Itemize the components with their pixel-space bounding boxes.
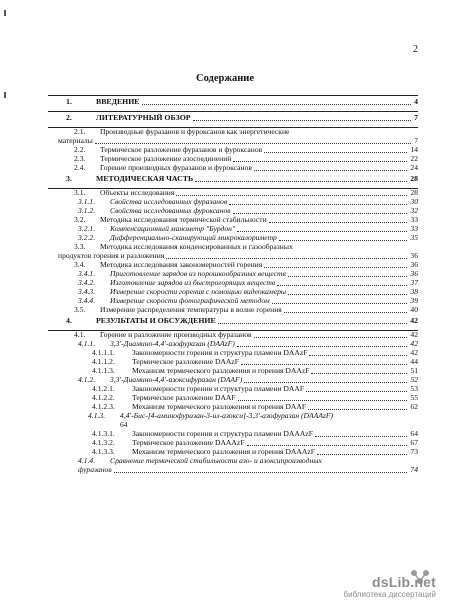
toc-entry-number: 4.1.3.3. bbox=[92, 447, 115, 456]
toc-dot-leader bbox=[95, 138, 411, 144]
toc-entry-page: 73 bbox=[410, 447, 418, 456]
toc-dot-leader bbox=[193, 115, 411, 121]
toc-entry-number: 2.2. bbox=[74, 145, 86, 154]
toc-entry-title: фуразанов bbox=[78, 465, 112, 474]
toc-entry-page: 33 bbox=[410, 215, 418, 224]
toc-entry-title: Сравнение термической стабильности азо- и азоксипроизводных bbox=[110, 456, 322, 465]
toc-entry-title: Свойства исследованных фуроксанов bbox=[110, 206, 231, 215]
toc-entry-title: Производные фуразанов и фуроксанов как энергетические bbox=[100, 127, 290, 136]
toc-entry-number: 3.1.2. bbox=[78, 206, 96, 215]
toc-entry-number: 4.1.2.3. bbox=[92, 402, 115, 411]
toc-dot-leader bbox=[233, 156, 407, 162]
toc-dot-leader bbox=[288, 289, 407, 295]
toc-entry-page: 74 bbox=[410, 465, 418, 474]
toc-entry-title: Объекты исследования bbox=[100, 188, 175, 197]
toc-entry bbox=[48, 306, 418, 315]
toc-dot-leader bbox=[238, 395, 407, 401]
toc-dot-leader bbox=[306, 386, 407, 392]
toc-entry-title: Измерение распределения температуры в волне горения bbox=[100, 305, 282, 314]
toc-entry-number: 4.1.1. bbox=[78, 339, 96, 348]
toc-dot-leader bbox=[241, 359, 407, 365]
toc-entry-page: 32 bbox=[410, 206, 418, 215]
toc-entry-title: Механизм термического разложения и горения DAAAzF bbox=[132, 447, 315, 456]
toc-entry bbox=[48, 112, 418, 128]
toc-entry-title: Измерение скорости фотографической методом bbox=[110, 296, 270, 305]
toc-entry-number: 3. bbox=[66, 173, 72, 183]
toc-dot-leader bbox=[176, 190, 407, 196]
toc-entry-title: Компенсационный манометр "Бурдон" bbox=[110, 224, 236, 233]
toc-entry-title: Свойства исследованных фуразанов bbox=[110, 197, 228, 206]
toc-entry-page: 42 bbox=[410, 348, 418, 357]
toc-dot-leader bbox=[308, 404, 407, 410]
toc-entry-title: ЛИТЕРАТУРНЫЙ ОБЗОР bbox=[96, 112, 191, 122]
toc-entry-title: Термическое разложение DAAzF bbox=[132, 357, 240, 366]
toc-entry-number: 3.2. bbox=[74, 215, 86, 224]
toc-dot-leader bbox=[277, 280, 407, 286]
toc-entry-page: 7 bbox=[414, 112, 418, 122]
toc-entry-number: 3.1.1. bbox=[78, 197, 96, 206]
toc-entry bbox=[48, 173, 418, 189]
toc-entry-title: Закономерности горения и структура пламени DAAzF bbox=[132, 348, 308, 357]
toc-entry-page: 28 bbox=[410, 173, 418, 183]
toc-entry-page: 22 bbox=[410, 154, 418, 163]
toc-entry-number: 4.1.2. bbox=[78, 375, 96, 384]
toc-entry-page: 14 bbox=[410, 145, 418, 154]
toc-dot-leader bbox=[264, 147, 407, 153]
toc-entry-number: 3.4. bbox=[74, 260, 86, 269]
toc-entry-number: 4.1.2.2. bbox=[92, 393, 115, 402]
toc-dot-leader bbox=[269, 217, 407, 223]
toc-entry-page: 30 bbox=[410, 197, 418, 206]
toc-entry-title: Измерение скорости горения с помощью видеокамеры bbox=[110, 287, 287, 296]
toc-entry-page: 53 bbox=[410, 384, 418, 393]
toc-entry-title: Закономерности горения и структура пламени DAAF bbox=[132, 384, 305, 393]
toc-entry-page: 42 bbox=[410, 339, 418, 348]
scan-edge-mark bbox=[4, 10, 6, 16]
toc-entry-page: 52 bbox=[410, 375, 418, 384]
toc-entry-number: 4.1.1.3. bbox=[92, 366, 115, 375]
toc-entry-number: 4. bbox=[66, 315, 72, 325]
toc-dot-leader bbox=[284, 307, 407, 313]
toc-entry-number: 2.1. bbox=[74, 127, 86, 136]
toc-entry-page: 40 bbox=[410, 305, 418, 314]
toc-entry-title: Изготовление зарядов из быстрогорящих веществ bbox=[110, 278, 276, 287]
toc-entry bbox=[48, 466, 418, 475]
toc-dot-leader bbox=[317, 449, 407, 455]
toc-entry-page: 36 bbox=[410, 251, 418, 260]
toc-dot-leader bbox=[166, 253, 407, 259]
toc-dot-leader bbox=[195, 176, 407, 182]
toc-entry-number: 4.1.2.1. bbox=[92, 384, 115, 393]
toc-entry-title: РЕЗУЛЬТАТЫ И ОБСУЖДЕНИЕ bbox=[96, 315, 216, 325]
toc-dot-leader bbox=[288, 271, 407, 277]
page-number: 2 bbox=[413, 44, 418, 55]
toc-entry-title: Горение и разложение производных фуразанов bbox=[100, 330, 252, 339]
toc-entry-number: 3.2.1. bbox=[78, 224, 96, 233]
toc-dot-leader bbox=[279, 235, 407, 241]
toc-entry-number: 2. bbox=[66, 112, 72, 122]
toc-entry bbox=[48, 315, 418, 331]
toc-entry-number: 3.4.4. bbox=[78, 296, 96, 305]
watermark-brand: dsLib.net bbox=[371, 574, 436, 590]
toc-entry-page: 64 bbox=[410, 429, 418, 438]
toc-entry-title: продуктов горения и разложения bbox=[58, 251, 165, 260]
scan-edge-mark bbox=[4, 92, 6, 98]
toc-entry-number: 3.5. bbox=[74, 305, 86, 314]
toc-entry-title: Термическое разложение фуразанов и фуроксанов bbox=[100, 145, 263, 154]
toc-entry-title: Закономерности горения и структура пламени DAAAzF bbox=[132, 429, 313, 438]
toc-entry-number: 1. bbox=[66, 96, 72, 106]
toc-dot-leader bbox=[237, 341, 407, 347]
toc-entry-page: 24 bbox=[410, 163, 418, 172]
toc-entry-title: ВВЕДЕНИЕ bbox=[96, 96, 140, 106]
toc-entry-title: Приготовление зарядов из порошкообразных веществ bbox=[110, 269, 286, 278]
toc-entry-title: Механизм термического разложения и горения DAAzF bbox=[132, 366, 310, 375]
toc-entry-page: 36 bbox=[410, 269, 418, 278]
toc-entry-page: 42 bbox=[410, 330, 418, 339]
toc-dot-leader bbox=[272, 298, 407, 304]
toc-entry-number: 2.4. bbox=[74, 163, 86, 172]
toc-entry-number: 4.1.3. bbox=[88, 411, 106, 420]
toc-entry-title: Методика исследования термической стабильности bbox=[100, 215, 267, 224]
toc-entry-title: 64 bbox=[120, 420, 128, 429]
toc-entry-page: 7 bbox=[414, 136, 418, 145]
toc-entry-page: 44 bbox=[410, 357, 418, 366]
toc-dot-leader bbox=[254, 165, 407, 171]
toc-entry-page: 35 bbox=[410, 233, 418, 242]
toc-entry-title: Термическое разложение DAAAzF bbox=[132, 438, 245, 447]
toc-entry-number: 3.4.3. bbox=[78, 287, 96, 296]
toc-dot-leader bbox=[254, 332, 407, 338]
toc-entry-title: Методика исследования закономерностей горения bbox=[100, 260, 263, 269]
toc-entry-number: 2.3. bbox=[74, 154, 86, 163]
toc-entry-number: 3.1. bbox=[74, 188, 86, 197]
toc-entry bbox=[48, 198, 418, 207]
toc-entry-number: 4.1.1.1. bbox=[92, 348, 115, 357]
toc-entry-number: 3.4.1. bbox=[78, 269, 96, 278]
table-of-contents bbox=[48, 95, 418, 475]
toc-entry-page: 37 bbox=[410, 278, 418, 287]
toc-dot-leader bbox=[233, 208, 407, 214]
toc-entry-page: 67 bbox=[410, 438, 418, 447]
watermark-tagline: библиотека диссертаций bbox=[343, 590, 436, 599]
toc-entry-number: 4.1.3.1. bbox=[92, 429, 115, 438]
toc-entry-page: 38 bbox=[410, 287, 418, 296]
toc-entry-number: 4.1. bbox=[74, 330, 86, 339]
toc-entry-title: Горение производных фуразанов и фуроксанов bbox=[100, 163, 252, 172]
toc-entry-title: 4,4'-Бис-[4-аминофуразан-3-ил-азокси]-3,3'-азофуразан (DAAAzF) bbox=[120, 411, 334, 420]
toc-entry bbox=[48, 96, 418, 112]
toc-entry bbox=[48, 412, 418, 421]
toc-entry-title: 3,3'-Диамино-4,4'-азофуразан (DAAzF) bbox=[110, 339, 235, 348]
toc-dot-leader bbox=[244, 377, 407, 383]
toc-entry-title: Дифференциально-сканирующий микрокалориметр bbox=[110, 233, 277, 242]
toc-dot-leader bbox=[309, 350, 407, 356]
toc-entry-number: 4.1.4. bbox=[78, 456, 96, 465]
toc-entry bbox=[48, 128, 418, 137]
toc-entry-page: 51 bbox=[410, 366, 418, 375]
toc-entry-title: МЕТОДИЧЕСКАЯ ЧАСТЬ bbox=[96, 173, 194, 183]
toc-dot-leader bbox=[247, 440, 407, 446]
toc-entry-page: 42 bbox=[410, 315, 418, 325]
toc-entry-page: 4 bbox=[414, 96, 418, 106]
toc-entry-page: 33 bbox=[410, 224, 418, 233]
toc-entry-page: 28 bbox=[410, 188, 418, 197]
toc-entry-title: 3,3'-Диамино-4,4'-азоксифуразан (DAAF) bbox=[110, 375, 243, 384]
toc-dot-leader bbox=[114, 467, 407, 473]
toc-entry-title: Методика исследования конденсированных и газообразных bbox=[100, 242, 293, 251]
toc-dot-leader bbox=[142, 99, 411, 105]
toc-entry-number: 3.4.2. bbox=[78, 278, 96, 287]
watermark bbox=[344, 574, 436, 599]
toc-dot-leader bbox=[229, 199, 407, 205]
toc-dot-leader bbox=[237, 226, 407, 232]
toc-entry-number: 4.1.1.2. bbox=[92, 357, 115, 366]
toc-entry-page: 62 bbox=[410, 402, 418, 411]
toc-entry-page: 36 bbox=[410, 260, 418, 269]
toc-entry-number: 4.1.3.2. bbox=[92, 438, 115, 447]
toc-dot-leader bbox=[264, 262, 407, 268]
toc-entry-title: Термическое разложение DAAF bbox=[132, 393, 236, 402]
toc-entry-number: 3.2.2. bbox=[78, 233, 96, 242]
toc-entry-page: 39 bbox=[410, 296, 418, 305]
page-title: Содержание bbox=[196, 73, 254, 84]
toc-entry-number: 3.3. bbox=[74, 242, 86, 251]
toc-dot-leader bbox=[218, 318, 407, 324]
toc-entry bbox=[48, 164, 418, 173]
toc-entry bbox=[48, 189, 418, 198]
toc-entry-title: Термическое разложение азосоединений bbox=[100, 154, 232, 163]
toc-entry-title: Механизм термического разложения и горения DAAF bbox=[132, 402, 307, 411]
toc-dot-leader bbox=[311, 368, 407, 374]
toc-entry-title: материалы bbox=[58, 136, 93, 145]
toc-entry-page: 55 bbox=[410, 393, 418, 402]
toc-dot-leader bbox=[315, 431, 407, 437]
